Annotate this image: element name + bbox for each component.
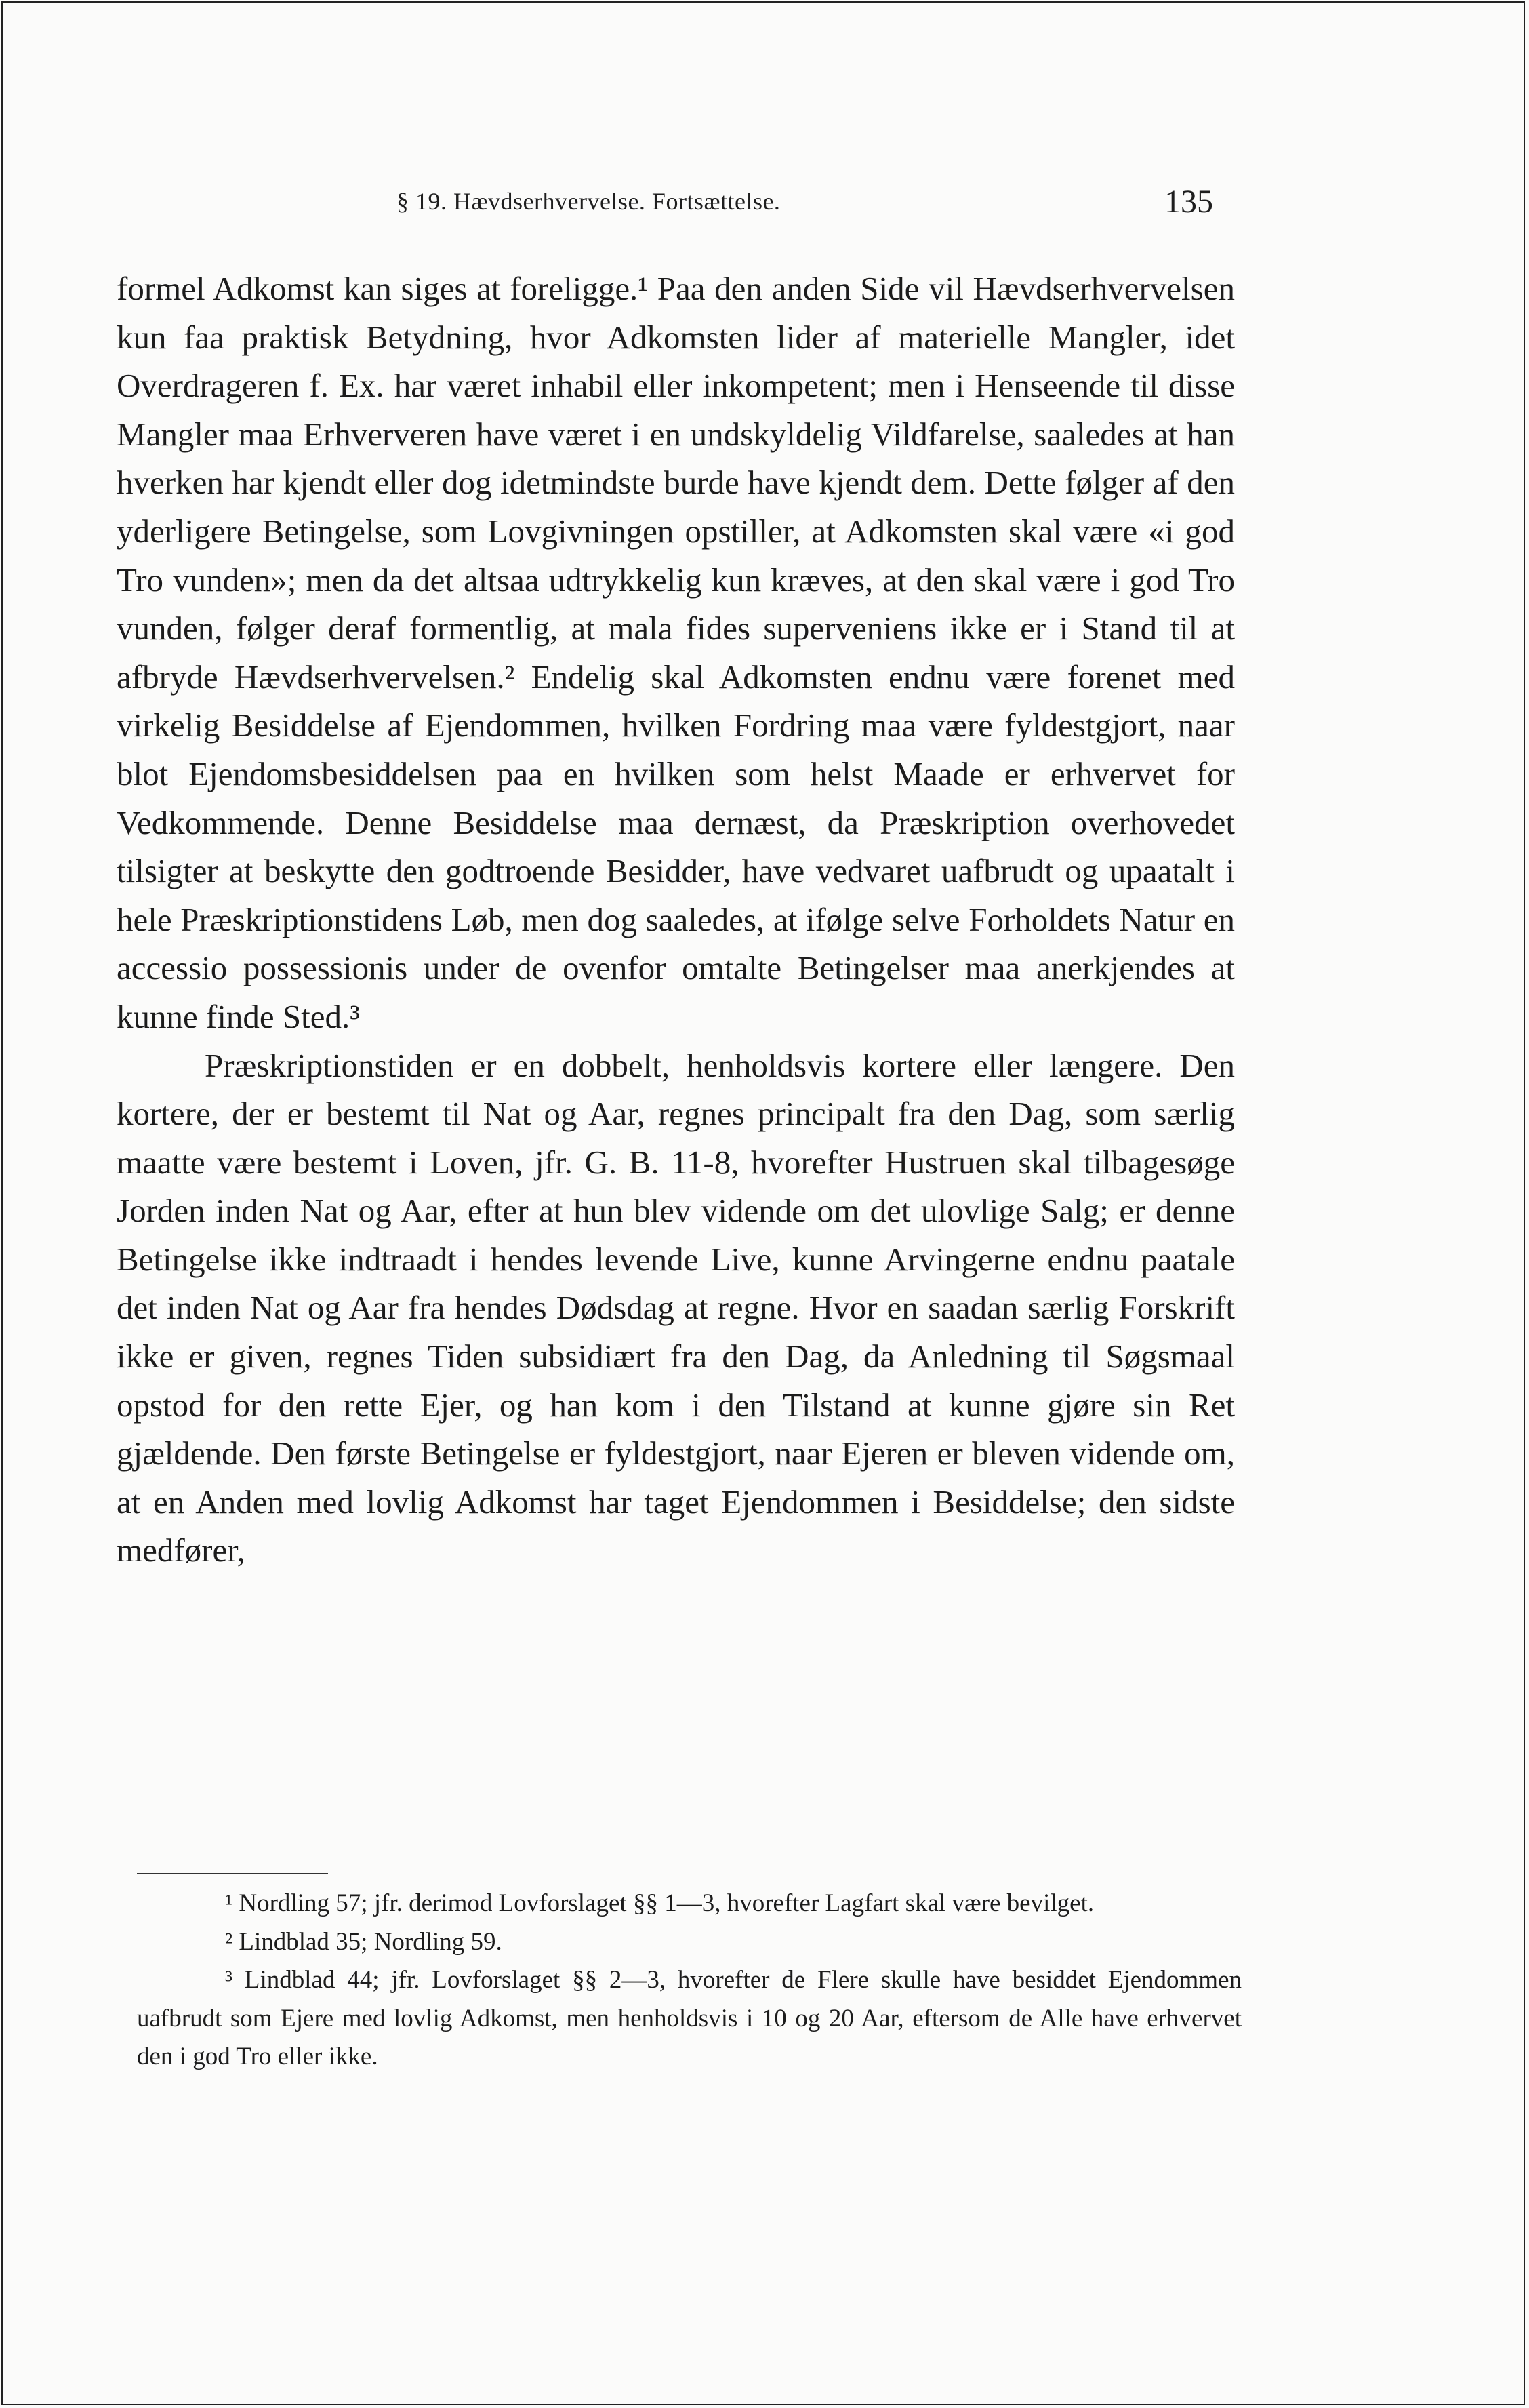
page-number: 135 xyxy=(1164,184,1213,220)
paragraph: formel Adkomst kan siges at foreligge.¹ Paa den anden Side vil Hævdserhvervelsen kun faa praktisk Betydning, hvor Adkomsten lider af materielle Mangler, idet Overdrageren f. Ex. har været inhabil eller inkompetent; men i Henseende til disse Mangler maa Erhververen have været i en undskyldelig Vildfarelse, saaledes at han hverken har kjendt eller dog idetmindste burde have kjendt dem. Dette følger af den yderligere Betingelse, som Lovgivningen opstiller, at Adkomsten skal være «i god Tro vunden»; men da det altsaa udtrykkelig kun kræves, at den skal være i god Tro vunden, følger deraf formentlig, at mala fides superveniens ikke er i Stand til at afbryde Hævdserhvervelsen.² Endelig skal Adkomsten endnu være forenet med virkelig Besiddelse af Ejendommen, hvilken Fordring maa være fyldestgjort, naar blot Ejendomsbesiddelsen paa en hvilken som helst Maade er erhvervet for Vedkommende. Denne Besiddelse maa dernæst, da Præskription overhovedet tilsigter at beskytte den godtroende Besidder, have vedvaret uafbrudt og upaatalt i hele Præskriptionstidens Løb, men dog saaledes, at ifølge selve Forholdets Natur en accessio possessionis under de ovenfor omtalte Betingelser maa anerkjendes at kunne finde Sted.³ xyxy=(117,270,1235,1035)
footnote-3: ³ Lindblad 44; jfr. Lovforslaget §§ 2—3, hvorefter de Flere skulle have besiddet Ejendommen uafbrudt som Ejere med lovlig Adkomst, men henholdsvis i 10 og 20 Aar, eftersom de Alle have erhvervet den i god Tro eller ikke. xyxy=(137,1966,1242,2070)
paragraph: Præskriptionstiden er en dobbelt, henholdsvis kortere eller længere. Den kortere, der er bestemt til Nat og Aar, regnes principalt fra den Dag, som særlig maatte være bestemt i Loven, jfr. G. B. 11-8, hvorefter Hustruen skal tilbagesøge Jorden inden Nat og Aar, efter at hun blev vidende om det ulovlige Salg; er denne Betingelse ikke indtraadt i hendes levende Live, kunne Arvingerne endnu paatale det inden Nat og Aar fra hendes Dødsdag at regne. Hvor en saadan særlig Forskrift ikke er given, regnes Tiden subsidiært fra den Dag, da Anledning til Søgsmaal opstod for den rette Ejer, og han kom i den Tilstand at kunne gjøre sin Ret gjældende. Den første Betingelse er fyldestgjort, naar Ejeren er bleven vidende om, at en Anden med lovlig Adkomst har taget Ejendommen i Besiddelse; den sidste medfører, xyxy=(117,1046,1235,1569)
footnote-1: ¹ Nordling 57; jfr. derimod Lovforslaget §§ 1—3, hvorefter Lagfart skal være bevilget. xyxy=(225,1889,1095,1917)
footnote-separator xyxy=(137,1873,328,1874)
running-header xyxy=(122,183,1227,224)
running-title: § 19. Hævdserhvervelse. Fortsættelse. xyxy=(396,188,781,215)
body-text xyxy=(117,264,1235,1575)
footnotes xyxy=(137,1885,1242,2076)
footnote-2: ² Lindblad 35; Nordling 59. xyxy=(225,1927,502,1956)
